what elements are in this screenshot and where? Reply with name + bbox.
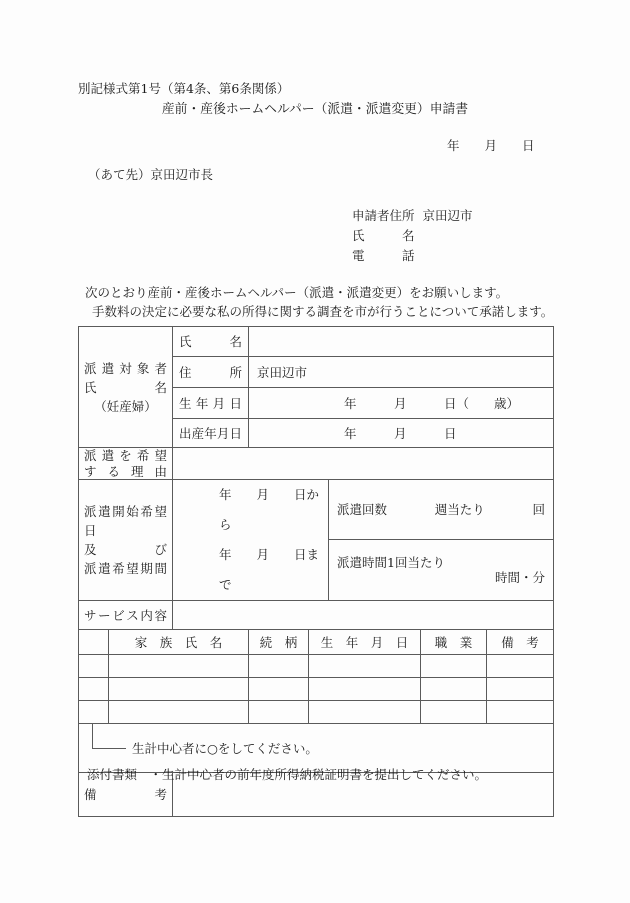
family-mark-cell xyxy=(79,701,109,724)
period-to-line: 年 月 日まで xyxy=(219,547,320,592)
dispatch-time-label: 派遣時間1回当たり xyxy=(337,554,445,570)
household-head-note: 生計中心者に○をしてください。 xyxy=(132,741,318,756)
applicant-address-line xyxy=(352,208,473,228)
subject-header-line2: 氏名 xyxy=(84,379,168,395)
form-number: 別記様式第1号（第4条、第6条関係） xyxy=(78,81,290,96)
family-mark-header-cell xyxy=(79,630,109,655)
reason-header-line1: 派遣を希望 xyxy=(84,448,168,463)
subject-header-line1: 派遣対象者 xyxy=(84,360,168,376)
service-header-cell: サービス内容 xyxy=(79,601,173,630)
family-row xyxy=(79,701,554,724)
form-title: 産前・産後ホームヘルパー（派遣・派遣変更）申請書 xyxy=(161,102,469,117)
intro-line-1: 次のとおり産前・産後ホームヘルパー（派遣・派遣変更）をお願いします。 xyxy=(85,285,509,300)
family-job-cell xyxy=(421,655,487,678)
subject-header-cell xyxy=(79,327,173,448)
application-table xyxy=(78,326,554,817)
dispatch-time-unit: 時間・分 xyxy=(495,569,546,585)
family-relation-cell xyxy=(249,678,309,701)
subject-address-value-cell: 京田辺市 xyxy=(249,357,554,388)
reason-header-cell xyxy=(79,448,173,480)
subject-name-value-cell xyxy=(249,327,554,357)
family-note-cell xyxy=(487,701,554,724)
period-from-line: 年 月 日から xyxy=(219,487,320,532)
subject-delivery-value-cell: 年 月 日 xyxy=(249,419,554,448)
dispatch-count-unit: 回 xyxy=(532,501,546,517)
family-birth-cell xyxy=(309,655,421,678)
household-head-note-cell xyxy=(79,724,554,773)
period-dates-cell xyxy=(173,480,329,601)
date-line: 年 月 日 xyxy=(447,138,535,153)
subject-header-line3: （妊産婦） xyxy=(94,398,157,414)
dispatch-count-per-week: 週当たり xyxy=(434,501,485,517)
period-header-line1: 派遣開始希望日 xyxy=(84,504,168,538)
family-note-cell xyxy=(487,678,554,701)
family-note-cell xyxy=(487,655,554,678)
family-birth-cell xyxy=(309,701,421,724)
family-row xyxy=(79,678,554,701)
subject-birth-label: 生年月日 xyxy=(173,388,249,419)
family-birth-header: 生 年 月 日 xyxy=(309,630,421,655)
dispatch-time-cell xyxy=(329,539,554,601)
family-row xyxy=(79,655,554,678)
family-note-header: 備 考 xyxy=(487,630,554,655)
dispatch-count-label: 派遣回数 xyxy=(337,501,388,517)
subject-birth-value-cell: 年 月 日（ 歳） xyxy=(249,388,554,419)
dispatch-count-cell xyxy=(329,480,554,540)
remarks-header-cell: 備考 xyxy=(79,773,173,817)
family-job-cell xyxy=(421,678,487,701)
subject-name-label: 氏名 xyxy=(173,327,249,357)
attachment-note: 添付書類 ・生計中心者の前年度所得納税証明書を提出してください。 xyxy=(87,767,488,782)
reason-value-cell xyxy=(173,448,554,480)
family-mark-cell xyxy=(79,678,109,701)
period-header-cell xyxy=(79,480,173,601)
family-relation-cell xyxy=(249,701,309,724)
subject-address-label: 住所 xyxy=(173,357,249,388)
service-value-cell xyxy=(173,601,554,630)
period-header-line3: 派遣希望期間 xyxy=(84,561,168,576)
family-name-cell xyxy=(109,701,249,724)
applicant-block xyxy=(352,208,473,268)
applicant-phone-line: 電 話 xyxy=(352,248,415,263)
reason-header-line2: する理由 xyxy=(84,463,168,479)
applicant-name-line: 氏 名 xyxy=(352,228,415,243)
subject-delivery-label: 出産年月日 xyxy=(173,419,249,448)
applicant-address-value: 京田辺市 xyxy=(422,208,473,223)
applicant-address-label: 申請者住所 xyxy=(352,208,415,223)
family-mark-cell xyxy=(79,655,109,678)
family-birth-cell xyxy=(309,678,421,701)
addressee: （あて先）京田辺市長 xyxy=(88,167,214,182)
leader-line xyxy=(92,724,126,749)
family-name-cell xyxy=(109,678,249,701)
family-relation-cell xyxy=(249,655,309,678)
family-name-cell xyxy=(109,655,249,678)
intro-line-2: 手数料の決定に必要な私の所得に関する調査を市が行うことについて承諾します。 xyxy=(92,304,554,319)
family-name-header: 家 族 氏 名 xyxy=(109,630,249,655)
family-job-cell xyxy=(421,701,487,724)
family-job-header: 職 業 xyxy=(421,630,487,655)
period-header-line2: 及び xyxy=(84,542,168,557)
family-relation-header: 続 柄 xyxy=(249,630,309,655)
